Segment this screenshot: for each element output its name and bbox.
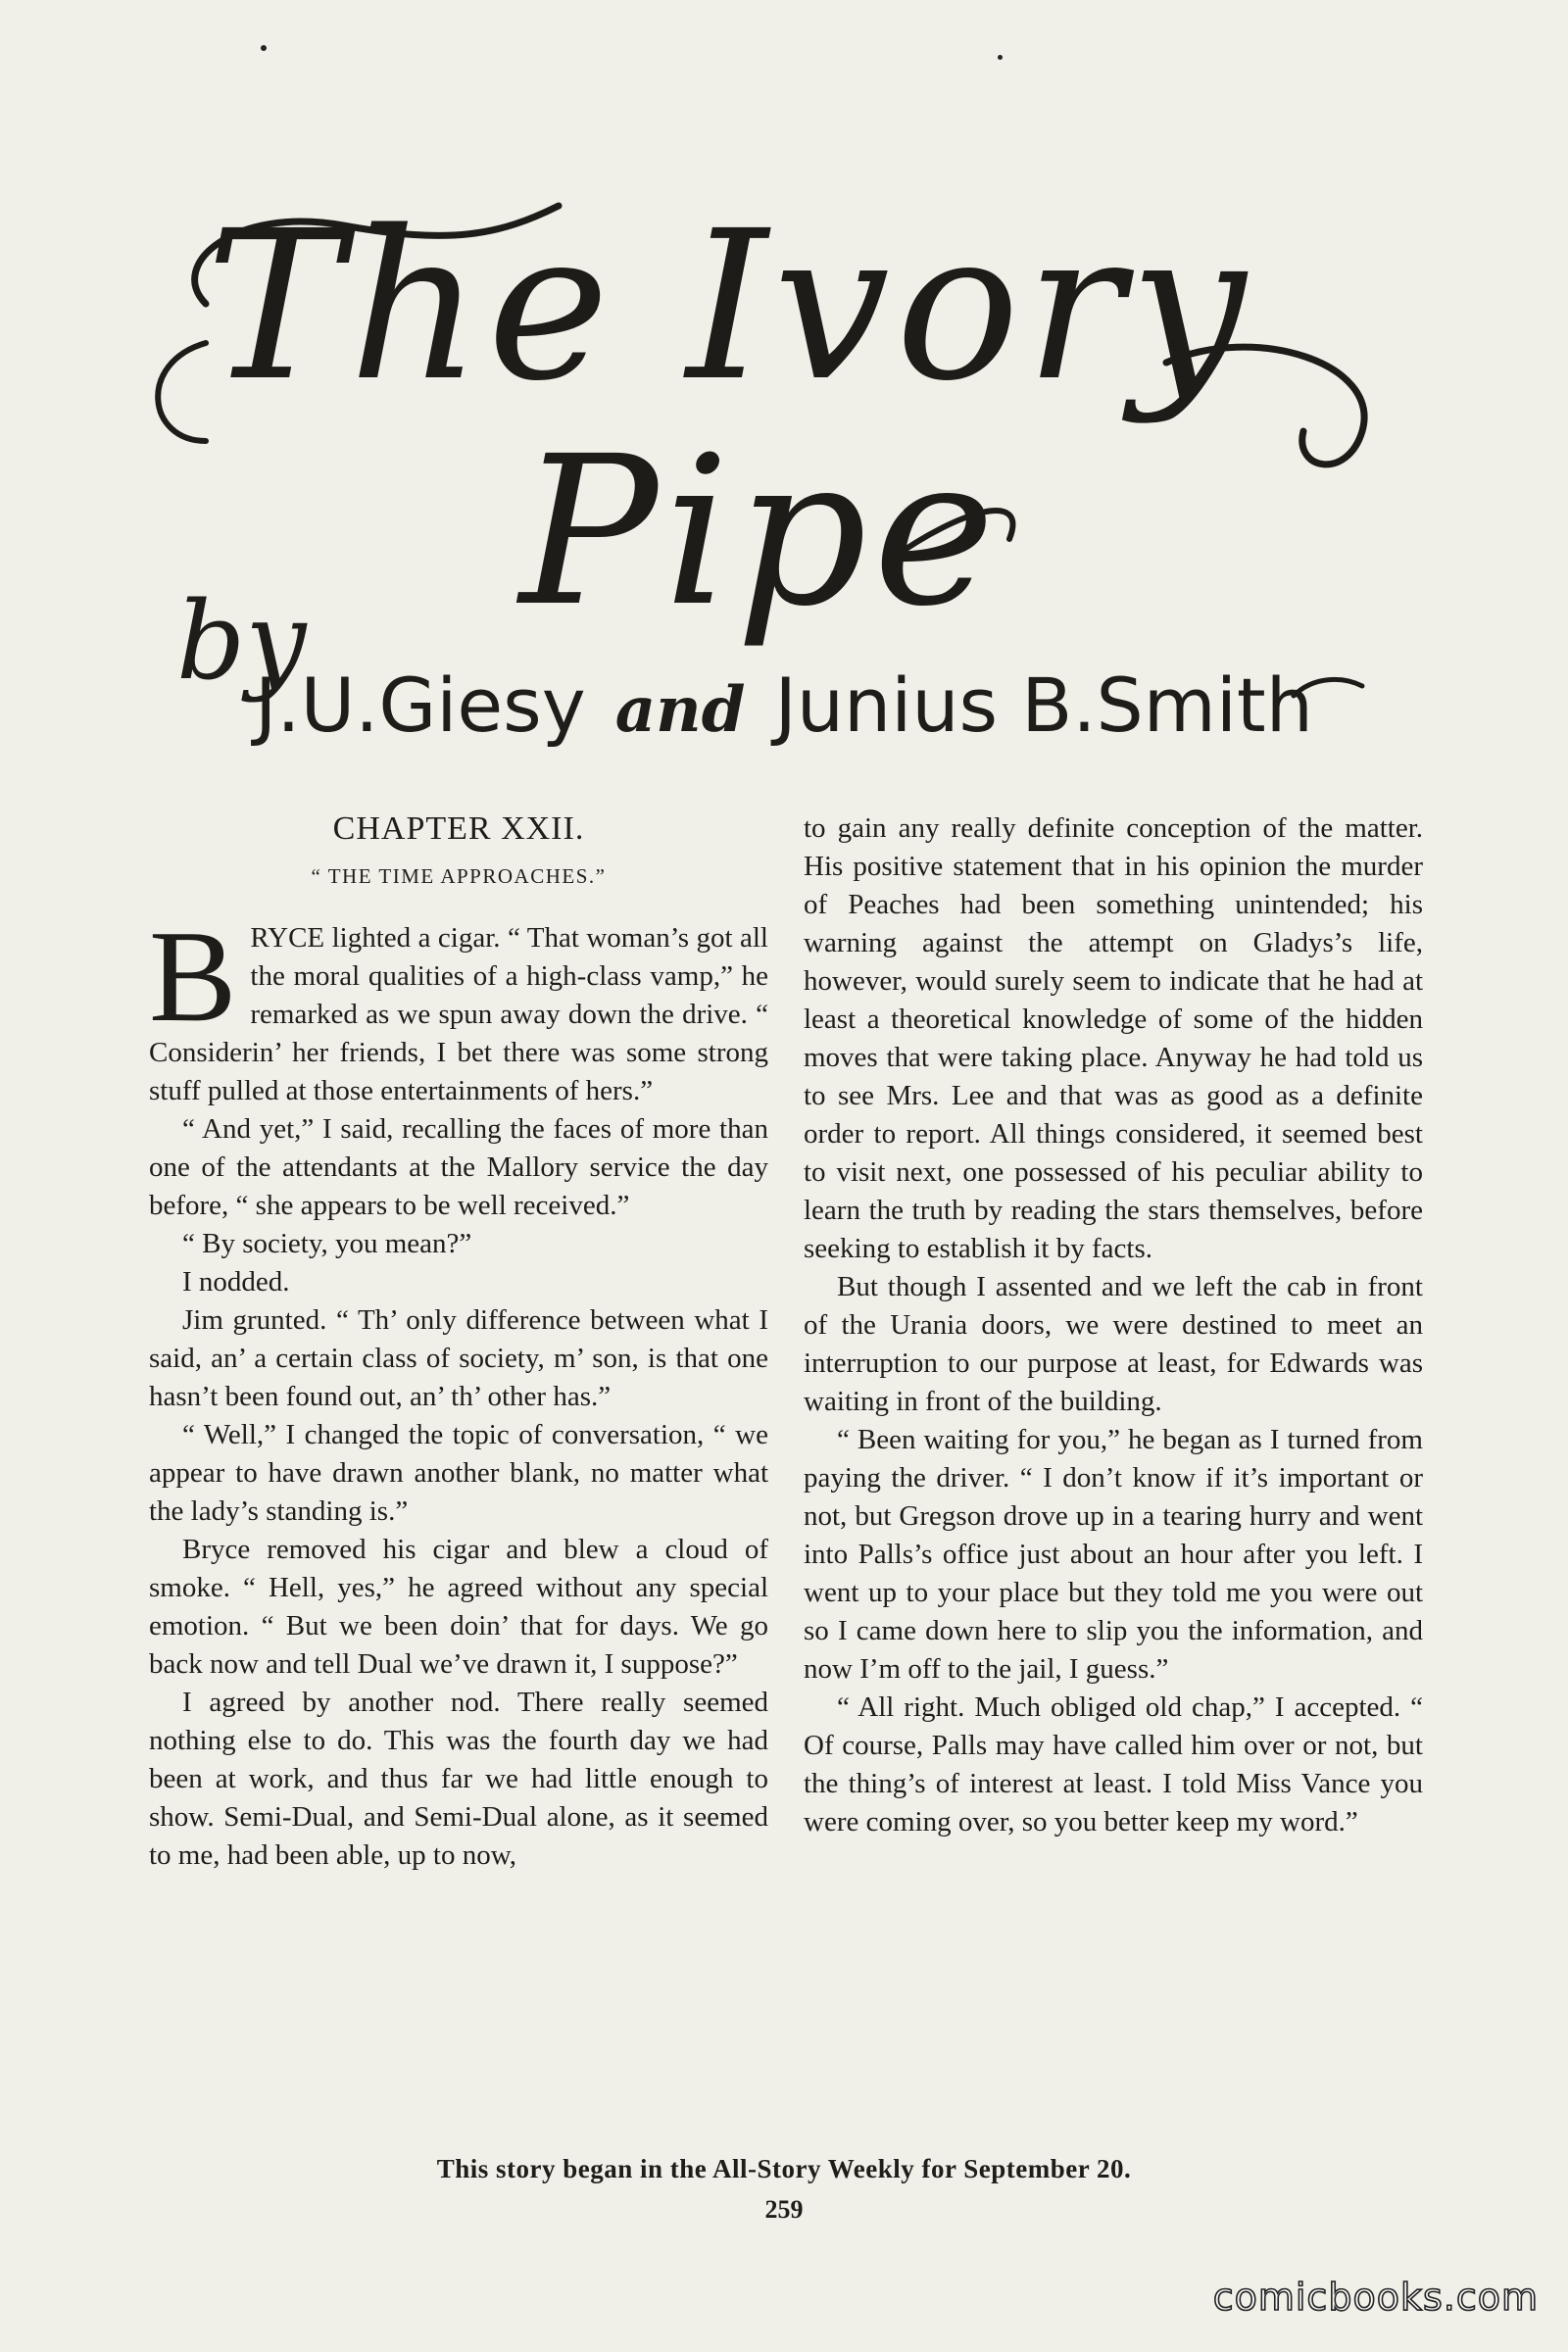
- drop-cap: B: [149, 904, 237, 1049]
- opening-paragraph-text: lighted a cigar. “ That woman’s got all the moral qualities of a high-class vamp,” he remarked as we spun away down the drive. “ Considerin’ her friends, I bet there was some strong stuff pulled at those entertainments of hers.”: [149, 922, 768, 1106]
- paragraph: But though I assented and we left the cab in front of the Urania doors, we were destined to meet an interruption to our purpose at least, for Edwards was waiting in front of the building.: [804, 1271, 1423, 1417]
- authors-line: [255, 662, 1431, 749]
- paragraph: I nodded.: [182, 1266, 290, 1298]
- author-conjunction: and: [614, 673, 746, 747]
- title-line-2: Pipe: [519, 412, 1002, 652]
- paragraph: “ Well,” I changed the topic of conversation, “ we appear to have drawn another blank, no matter what the lady’s standing is.”: [149, 1419, 768, 1527]
- title-block: [147, 147, 1421, 755]
- author-1: J.U.Giesy: [255, 662, 586, 749]
- byline-by: by: [176, 578, 307, 704]
- left-column: [149, 809, 768, 1875]
- paragraph: “ And yet,” I said, recalling the faces of more than one of the attendants at the Mallory service the day before, “ she appears to be well received.”: [149, 1113, 768, 1221]
- paragraph: “ Been waiting for you,” he began as I turned from paying the driver. “ I don’t know if it’s important or not, but Gregson drove up in a tearing hurry and went into Palls’s office just about an hour after you left. I went up to your place but they told me you were out so I came down here to slip you the information, and now I’m off to the jail, I guess.”: [804, 1424, 1423, 1685]
- chapter-heading: CHAPTER XXII.: [332, 810, 585, 847]
- paragraph: Bryce removed his cigar and blew a cloud of smoke. “ Hell, yes,” he agreed without any special emotion. “ But we been doin’ that for days. We go back now and tell Dual we’ve drawn it, I suppose?”: [149, 1534, 768, 1680]
- continued-paragraph: to gain any really definite conception of the matter. His positive statement that in his opinion the murder of Peaches had been something unintended; his warning against the attempt on Gladys’s life, however, would surely seem to indicate that he had at least a theoretical knowledge of some of the hidden moves that were taking place. Anyway he had told us to see Mrs. Lee and that was as good as a definite order to report. All things considered, it seemed best to visit next, one possessed of his peculiar ability to learn the truth by reading the stars themselves, before seeking to establish it by facts.: [804, 812, 1423, 1264]
- watermark-logo: comicbooks.com: [1212, 2276, 1539, 2319]
- title-line-1: The Ivory: [206, 186, 1252, 426]
- drop-cap-continuation: RYCE: [250, 922, 325, 954]
- paragraph: I agreed by another nod. There really seemed nothing else to do. This was the fourth day we had been at work, and thus far we had little enough to show. Semi-Dual, and Semi-Dual alone, as it seemed to me, had been able, up to now,: [149, 1687, 768, 1871]
- page-number: 259: [764, 2195, 804, 2224]
- ink-speck: [998, 55, 1003, 60]
- paragraph: “ All right. Much obliged old chap,” I accepted. “ Of course, Palls may have called him over or not, but the thing’s of interest at least. I told Miss Vance you were coming over, so you better keep my word.”: [804, 1691, 1423, 1838]
- paragraph: “ By society, you mean?”: [182, 1228, 472, 1259]
- ink-speck: [261, 45, 267, 51]
- paragraph: Jim grunted. “ Th’ only difference between what I said, an’ a certain class of society, m’ son, is that one hasn’t been found out, an’ th’ other has.”: [149, 1304, 768, 1412]
- chapter-subtitle: “ THE TIME APPROACHES.”: [311, 864, 607, 888]
- serial-note: This story began in the All-Story Weekly for September 20.: [436, 2154, 1132, 2183]
- opening-paragraph: [149, 904, 768, 1110]
- author-2: Junius B.Smith: [774, 662, 1313, 749]
- right-column: [804, 809, 1423, 1841]
